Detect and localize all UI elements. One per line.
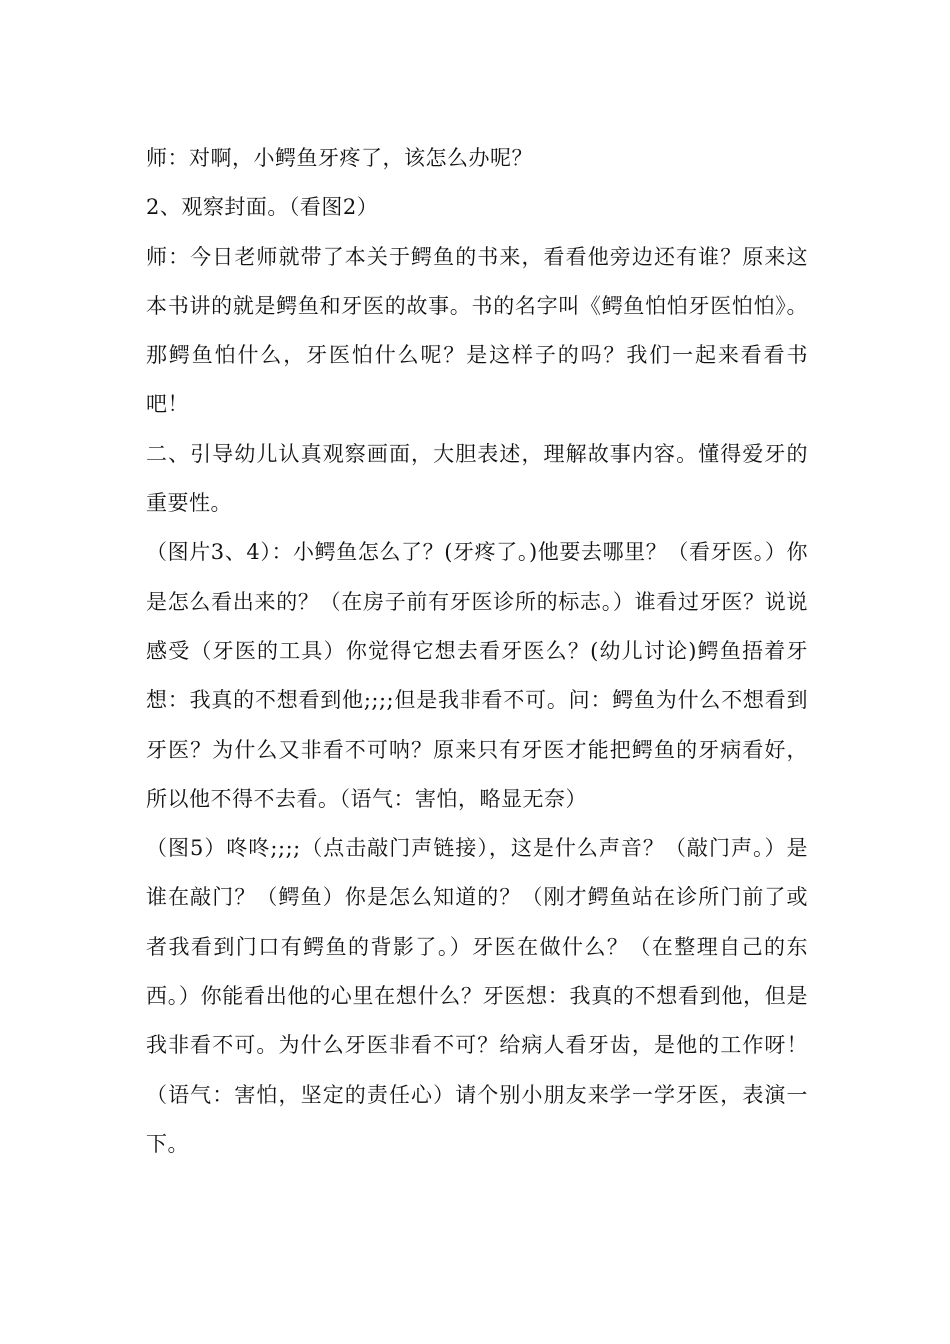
document-body	[146, 134, 808, 1169]
paragraph-teacher-intro-book: 师：今日老师就带了本关于鳄鱼的书来，看看他旁边还有谁？原来这本书讲的就是鳄鱼和牙医的故事。书的名字叫《鳄鱼怕怕牙医怕怕》。那鳄鱼怕什么，牙医怕什么呢？是这样子的吗？我们一起来看看书吧！	[146, 244, 808, 417]
section-heading-guide: 二、引导幼儿认真观察画面，大胆表述，理解故事内容。懂得爱牙的重要性。	[146, 441, 808, 516]
paragraph-pictures-3-4: （图片3、4）：小鳄鱼怎么了？(牙疼了。)他要去哪里？（看牙医。）你是怎么看出来的？（在房子前有牙医诊所的标志。）谁看过牙医？说说感受（牙医的工具）你觉得它想去看牙医么？(幼儿讨论)鳄鱼捂着牙想：我真的不想看到他;;;;但是我非看不可。问：鳄鱼为什么不想看到牙医？为什么又非看不可呐？原来只有牙医才能把鳄鱼的牙病看好，所以他不得不去看。（语气：害怕，略显无奈）	[146, 540, 808, 811]
paragraph-observe-cover: 2、观察封面。（看图2）	[146, 195, 379, 220]
paragraph-picture-5: （图5）咚咚;;;;（点击敲门声链接），这是什么声音？（敲门声。）是谁在敲门？（鳄鱼）你是怎么知道的？（刚才鳄鱼站在诊所门前了或者我看到门口有鳄鱼的背影了。）牙医在做什么？（在整理自己的东西。）你能看出他的心里在想什么？牙医想：我真的不想看到他，但是我非看不可。为什么牙医非看不可？给病人看牙齿，是他的工作呀！（语气：害怕，坚定的责任心）请个别小朋友来学一学牙医，表演一下。	[146, 836, 808, 1156]
paragraph-teacher-question: 师：对啊，小鳄鱼牙疼了，该怎么办呢？	[146, 146, 533, 170]
